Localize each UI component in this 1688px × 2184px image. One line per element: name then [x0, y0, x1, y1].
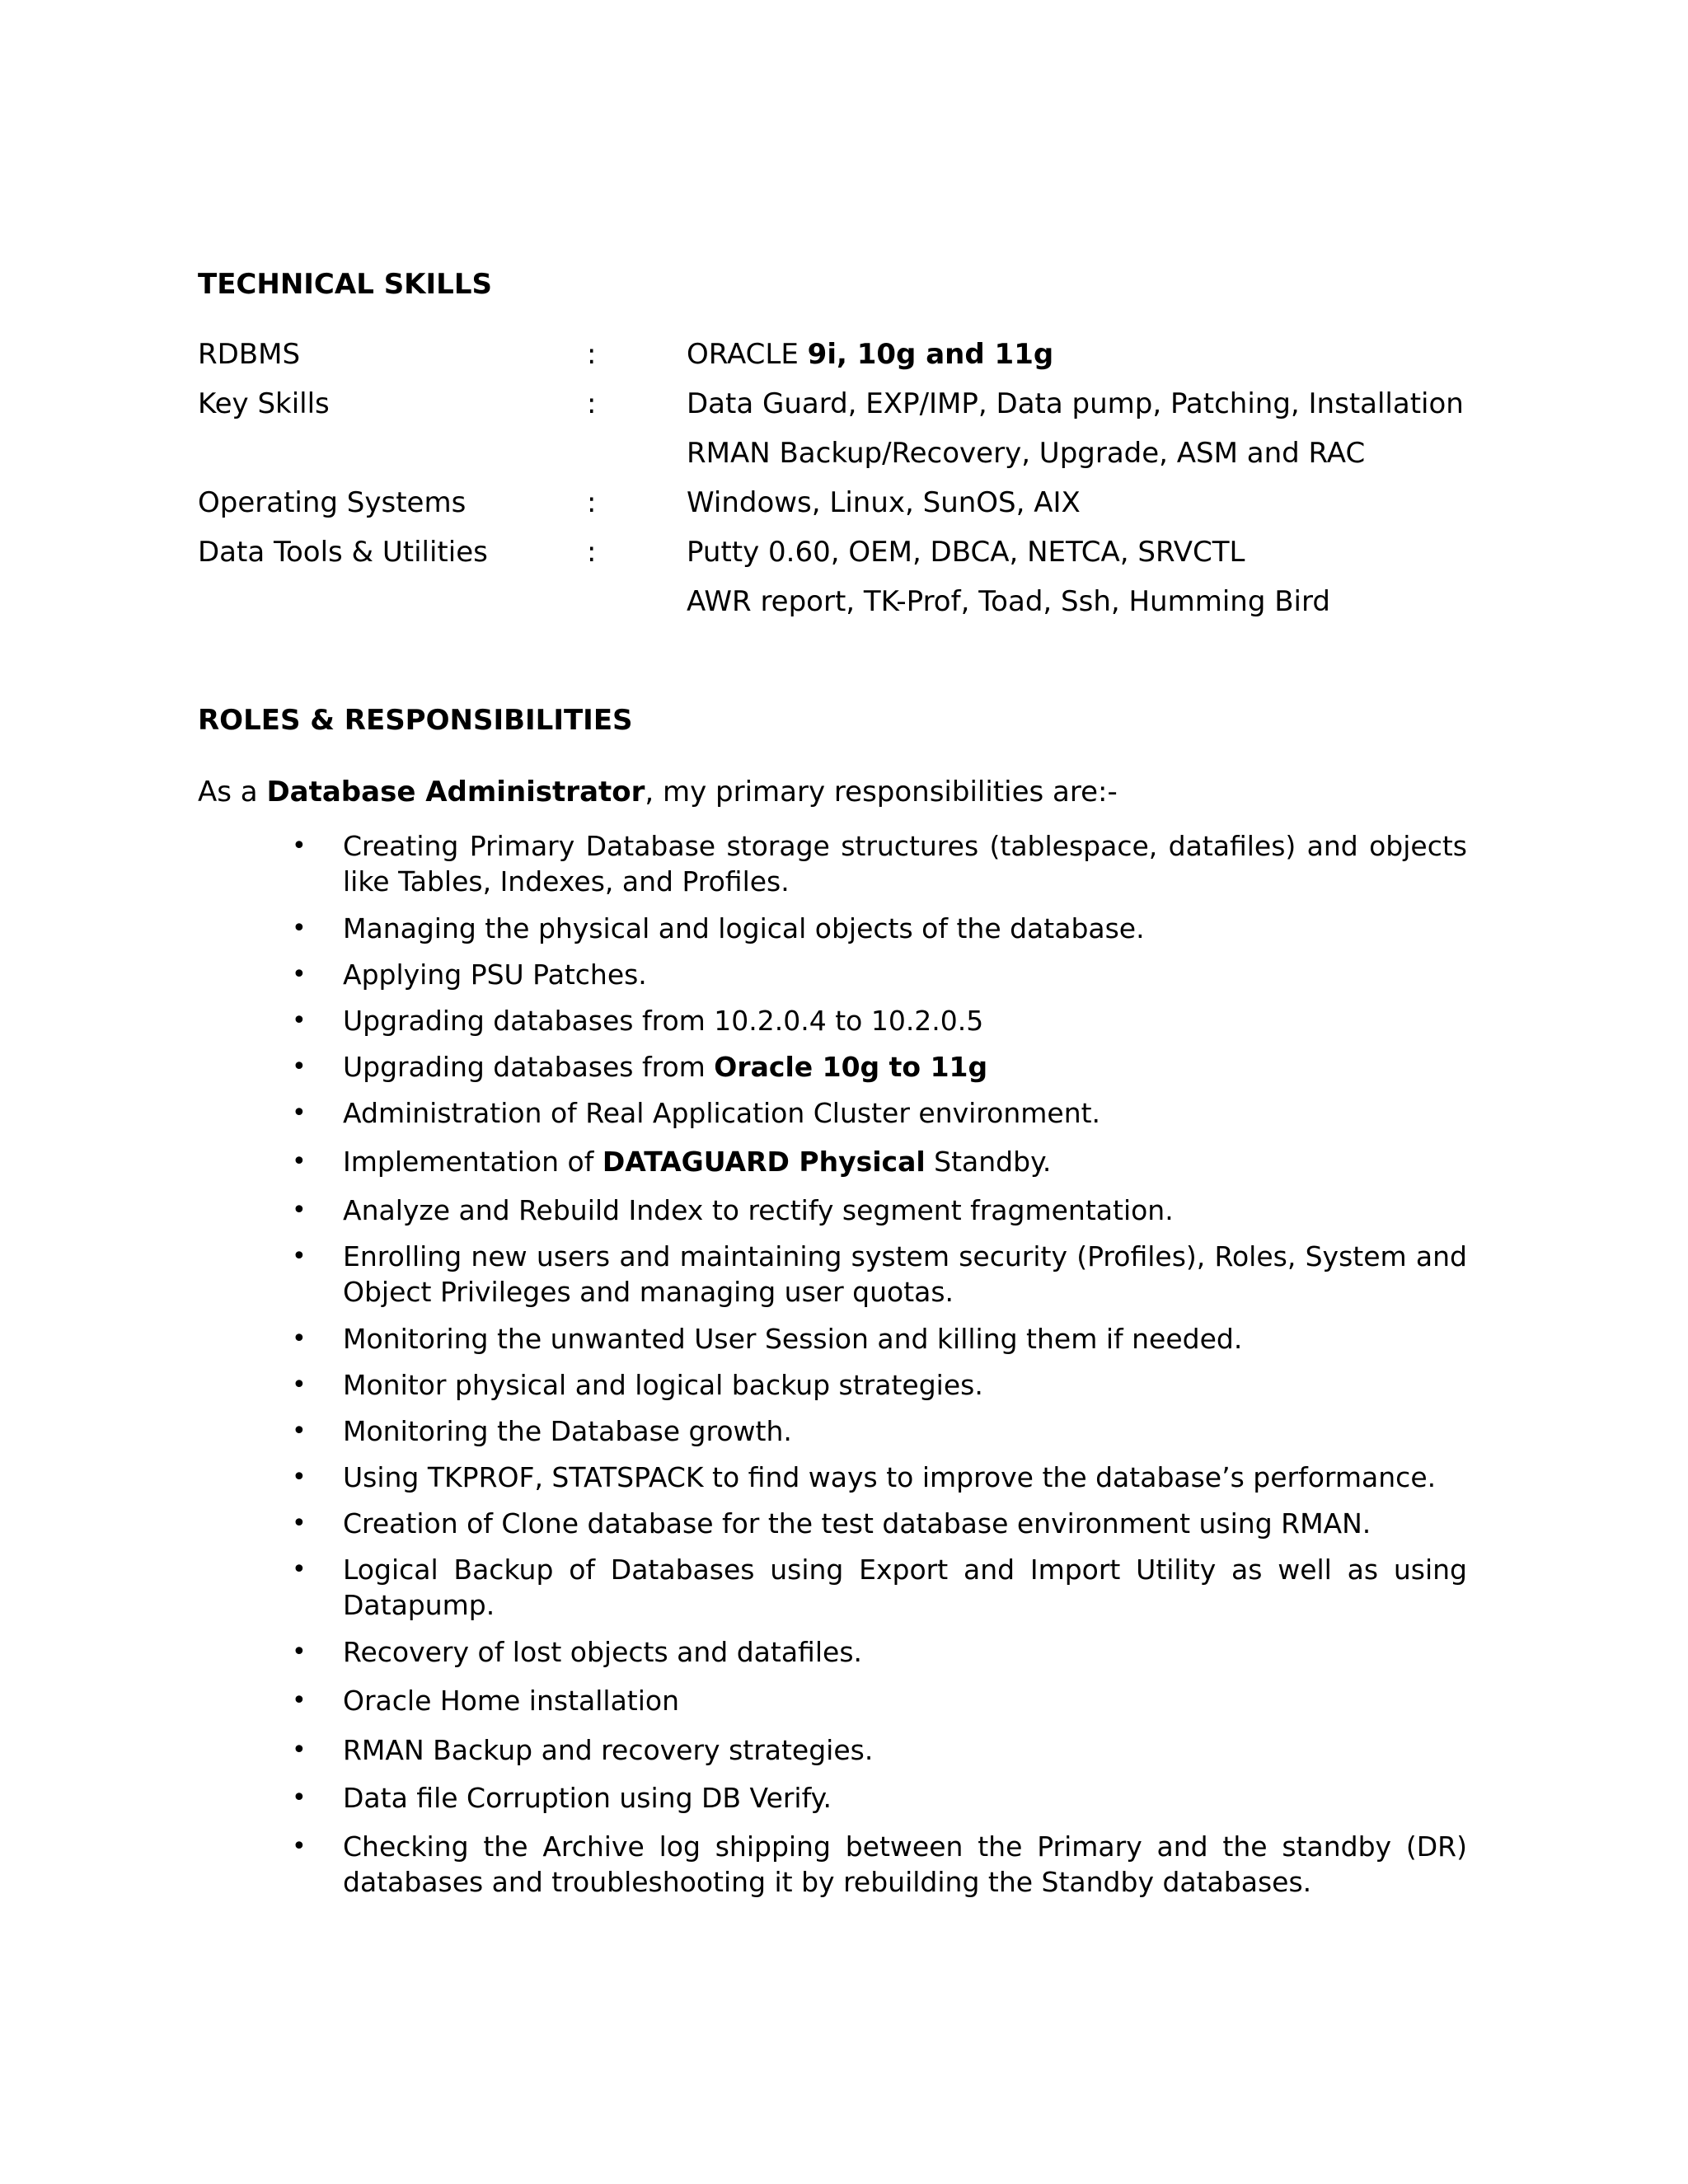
bullet-icon: • — [292, 1242, 307, 1271]
responsibility-text: Creation of Clone database for the test database environment using RMAN. — [343, 1507, 1372, 1540]
skill-separator: : — [587, 338, 597, 371]
skill-separator: : — [587, 536, 597, 569]
bullet-icon: • — [292, 1006, 307, 1035]
responsibility-text: Oracle Home installation — [343, 1685, 680, 1717]
technical-skills-heading: TECHNICAL SKILLS — [198, 268, 492, 301]
responsibility-text: Upgrading databases from 10.2.0.4 to 10.2.0.5 — [343, 1005, 984, 1037]
skill-separator: : — [587, 486, 597, 519]
skill-value: Putty 0.60, OEM, DBCA, NETCA, SRVCTL — [687, 536, 1245, 569]
skill-separator: : — [587, 387, 597, 420]
bullet-icon: • — [292, 1832, 307, 1861]
responsibility-text-bold: Oracle 10g to 11g — [714, 1051, 988, 1083]
bullet-icon: • — [292, 1463, 307, 1492]
responsibility-text: RMAN Backup and recovery strategies. — [343, 1734, 874, 1766]
bullet-icon: • — [292, 1147, 307, 1176]
skill-value-bold: 9i, 10g and 11g — [807, 338, 1054, 371]
skill-value: Data Guard, EXP/IMP, Data pump, Patching, Installation — [687, 387, 1464, 420]
skill-value: Windows, Linux, SunOS, AIX — [687, 486, 1081, 519]
bullet-icon: • — [292, 914, 307, 943]
responsibility-text: Enrolling new users and maintaining system security (Profiles), Roles, System and Object Privileges and managing user quotas. — [343, 1240, 1467, 1308]
bullet-icon: • — [292, 1052, 307, 1081]
responsibility-text: Recovery of lost objects and datafiles. — [343, 1636, 862, 1668]
responsibility-text: Using TKPROF, STATSPACK to find ways to improve the database’s performance. — [343, 1461, 1437, 1493]
bullet-icon: • — [292, 1686, 307, 1715]
responsibility-text: Analyze and Rebuild Index to rectify segment fragmentation. — [343, 1194, 1174, 1226]
responsibility-text: Applying PSU Patches. — [343, 958, 647, 991]
bullet-icon: • — [292, 1736, 307, 1765]
responsibility-text: Administration of Real Application Cluster environment. — [343, 1097, 1101, 1129]
responsibility-text: Monitor physical and logical backup strategies. — [343, 1369, 983, 1401]
bullet-icon: • — [292, 1783, 307, 1812]
skill-label: Operating Systems — [198, 486, 467, 519]
skill-label: RDBMS — [198, 338, 301, 371]
responsibility-text — [343, 1144, 1467, 1179]
responsibility-text: Monitoring the Database growth. — [343, 1415, 792, 1447]
responsibility-text: Creating Primary Database storage structures (tablespace, datafiles) and objects like Tables, Indexes, and Profiles. — [343, 830, 1467, 898]
bullet-icon: • — [292, 832, 307, 860]
bullet-icon: • — [292, 1371, 307, 1399]
responsibility-text — [343, 1049, 1467, 1085]
responsibility-text-prefix: Implementation of — [343, 1146, 603, 1178]
responsibility-text-suffix: Standby. — [925, 1146, 1052, 1178]
responsibility-text: Managing the physical and logical objects of the database. — [343, 912, 1145, 944]
bullet-icon: • — [292, 1324, 307, 1353]
bullet-icon: • — [292, 1638, 307, 1666]
bullet-icon: • — [292, 1196, 307, 1225]
intro-suffix: , my primary responsibilities are:- — [645, 776, 1118, 808]
responsibility-text-bold: DATAGUARD Physical — [602, 1146, 926, 1178]
skill-value: RMAN Backup/Recovery, Upgrade, ASM and RAC — [687, 437, 1366, 470]
skill-label: Data Tools & Utilities — [198, 536, 488, 569]
responsibility-text: Checking the Archive log shipping between the Primary and the standby (DR) databases and troubleshooting it by rebuilding the Standby databases. — [343, 1830, 1467, 1898]
roles-heading: ROLES & RESPONSIBILITIES — [198, 704, 633, 737]
skill-value: AWR report, TK-Prof, Toad, Ssh, Humming Bird — [687, 585, 1330, 618]
bullet-icon: • — [292, 1417, 307, 1446]
skill-label: Key Skills — [198, 387, 330, 420]
intro-prefix: As a — [198, 776, 267, 808]
intro-role: Database Administrator — [266, 776, 645, 808]
bullet-icon: • — [292, 960, 307, 989]
bullet-icon: • — [292, 1555, 307, 1584]
bullet-icon: • — [292, 1509, 307, 1538]
responsibility-text-prefix: Upgrading databases from — [343, 1051, 715, 1083]
bullet-icon: • — [292, 1099, 307, 1127]
responsibility-text: Data file Corruption using DB Verify. — [343, 1782, 832, 1814]
responsibility-text: Logical Backup of Databases using Export and Import Utility as well as using Datapump. — [343, 1554, 1467, 1621]
skill-value-prefix: ORACLE — [687, 338, 808, 371]
responsibility-text: Monitoring the unwanted User Session and killing them if needed. — [343, 1323, 1243, 1355]
